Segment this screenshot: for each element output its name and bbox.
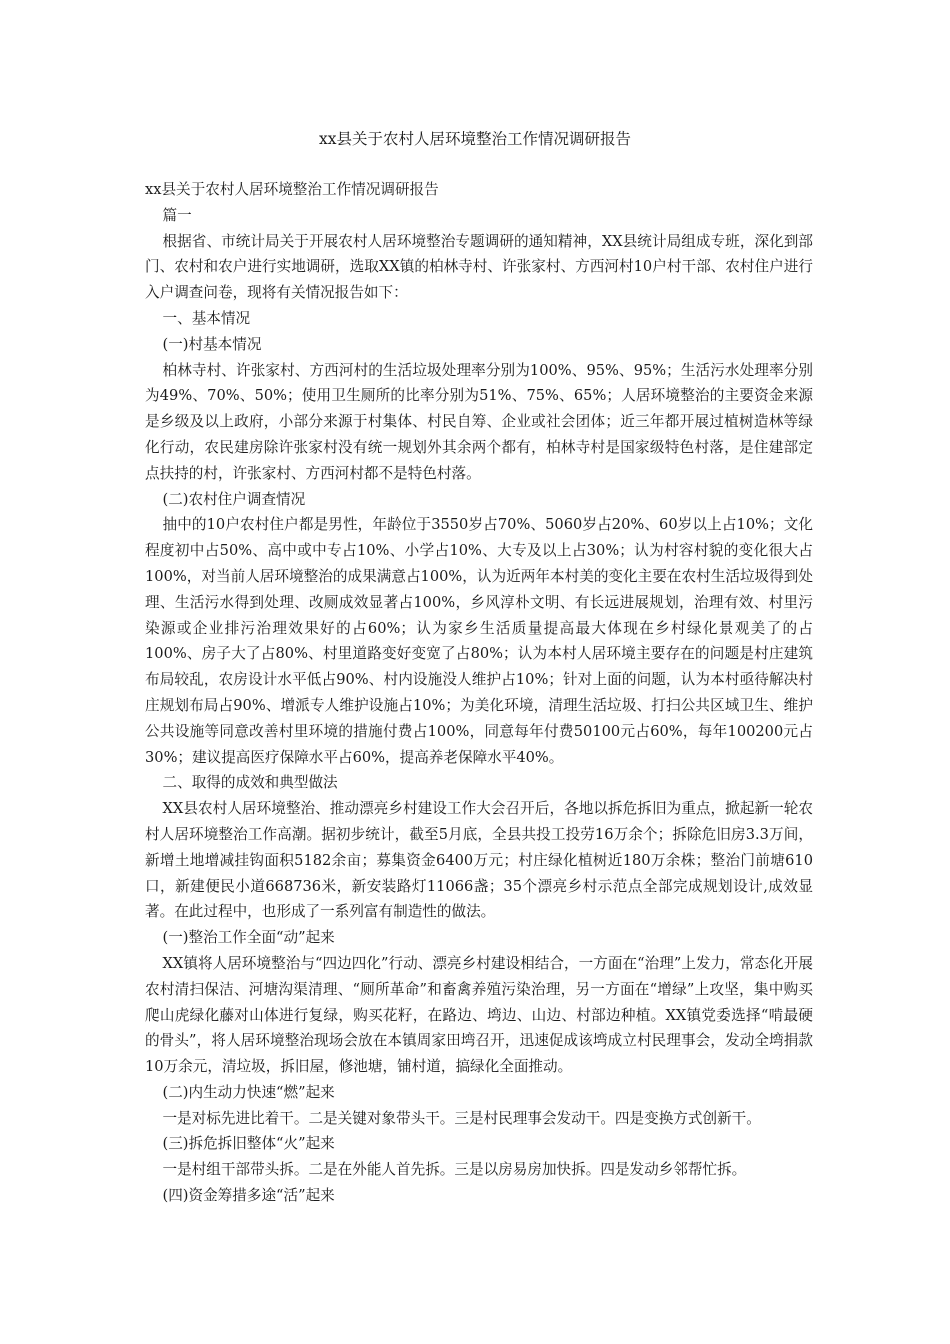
section-heading: 二、取得的成效和典型做法: [162, 774, 338, 792]
body-paragraph: 柏林寺村、许张家村、方西河村的生活垃圾处理率分别为100%、95%、95%；生活污水处理率分别为49%、70%、50%；使用卫生厕所的比率分别为51%、75%、65%；人居环境整治的主要资金来源是乡级及以上政府，小部分来源于村集体、村民自筹、企业或社会团体；近三年都开展过植树造林等绿化行动，农民建房除许张家村没有统一规划外其余两个都有，柏林寺村是国家级特色村落，是住建部定点扶持的村，许张家村、方西河村都不是特色村落。: [145, 361, 813, 482]
document-body: [145, 177, 813, 1209]
body-paragraph: 一是对标先进比着干。二是关键对象带头干。三是村民理事会发动干。四是变换方式创新干。: [162, 1109, 761, 1127]
part-label: 篇一: [162, 206, 192, 224]
document-title: xx县关于农村人居环境整治工作情况调研报告: [319, 130, 631, 148]
subsection-heading: (二)农村住户调查情况: [162, 490, 306, 508]
subsection-heading: (一)整治工作全面“动”起来: [162, 929, 335, 947]
subsection-heading: (四)资金筹措多途“活”起来: [162, 1187, 335, 1205]
intro-paragraph: 根据省、市统计局关于开展农村人居环境整治专题调研的通知精神，XX县统计局组成专班，深化到部门、农村和农户进行实地调研，选取XX镇的柏林寺村、许张家村、方西河村10户村干部、农村住户进行入户调查问卷，现将有关情况报告如下：: [145, 232, 813, 302]
subsection-heading: (三)拆危拆旧整体“火”起来: [162, 1135, 335, 1153]
subsection-heading: (二)内生动力快速“燃”起来: [162, 1083, 335, 1101]
subsection-heading: (一)村基本情况: [162, 335, 262, 353]
body-paragraph: XX镇将人居环境整治与“四边四化”行动、漂亮乡村建设相结合，一方面在“治理”上发力，常态化开展农村清扫保洁、河塘沟渠清理、“厕所革命”和畜禽养殖污染治理，另一方面在“增绿”上攻坚，集中购买爬山虎绿化藤对山体进行复绿，购买花籽，在路边、塆边、山边、村部边种植。XX镇党委选择“啃最硬的骨头”，将人居环境整治现场会放在本镇周家田塆召开，迅速促成该塆成立村民理事会，发动全塆捐款10万余元，清垃圾，拆旧屋，修池塘，铺村道，搞绿化全面推动。: [145, 954, 813, 1076]
section-heading: 一、基本情况: [162, 309, 251, 327]
body-paragraph: XX县农村人居环境整治、推动漂亮乡村建设工作大会召开后，各地以拆危拆旧为重点，掀起新一轮农村人居环境整治工作高潮。据初步统计，截至5月底，全县共投工投劳16万余个；拆除危旧房3.3万间，新增土地增减挂钩面积5182余亩；募集资金6400万元；村庄绿化植树近180万余株；整治门前塘610口，新建便民小道668736米，新安装路灯11066盏；35个漂亮乡村示范点全部完成规划设计,成效显著。在此过程中，也形成了一系列富有制造性的做法。: [145, 800, 813, 921]
body-paragraph: 一是村组干部带头拆。二是在外能人首先拆。三是以房易房加快拆。四是发动乡邻帮忙拆。: [162, 1161, 747, 1179]
document-subtitle: xx县关于农村人居环境整治工作情况调研报告: [145, 181, 439, 198]
body-paragraph: 抽中的10户农村住户都是男性，年龄位于3550岁占70%、5060岁占20%、60岁以上占10%；文化程度初中占50%、高中或中专占10%、小学占10%、大专及以上占30%；认为村容村貌的变化很大占100%，对当前人居环境整治的成果满意占100%，认为近两年本村美的变化主要在农村生活垃圾得到处理、生活污水得到处理、改厕成效显著占100%，乡风淳朴文明、有长远进展规划，治理有效、村里污染源或企业排污治理效果好的占60%；认为家乡生活质量提高最大体现在乡村绿化景观美了的占100%、房子大了占80%、村里道路变好变宽了占80%；认为本村人居环境主要存在的问题是村庄建筑布局较乱，农房设计水平低占90%、村内设施没人维护占10%；针对上面的问题，认为本村亟待解决村庄规划布局占90%、增派专人维护设施占10%；为美化环境，清理生活垃圾、打扫公共区域卫生、维护公共设施等同意改善村里环境的措施付费占100%，同意每年付费50100元占60%，每年100200元占30%；建议提高医疗保障水平占60%，提高养老保障水平40%。: [145, 516, 813, 766]
